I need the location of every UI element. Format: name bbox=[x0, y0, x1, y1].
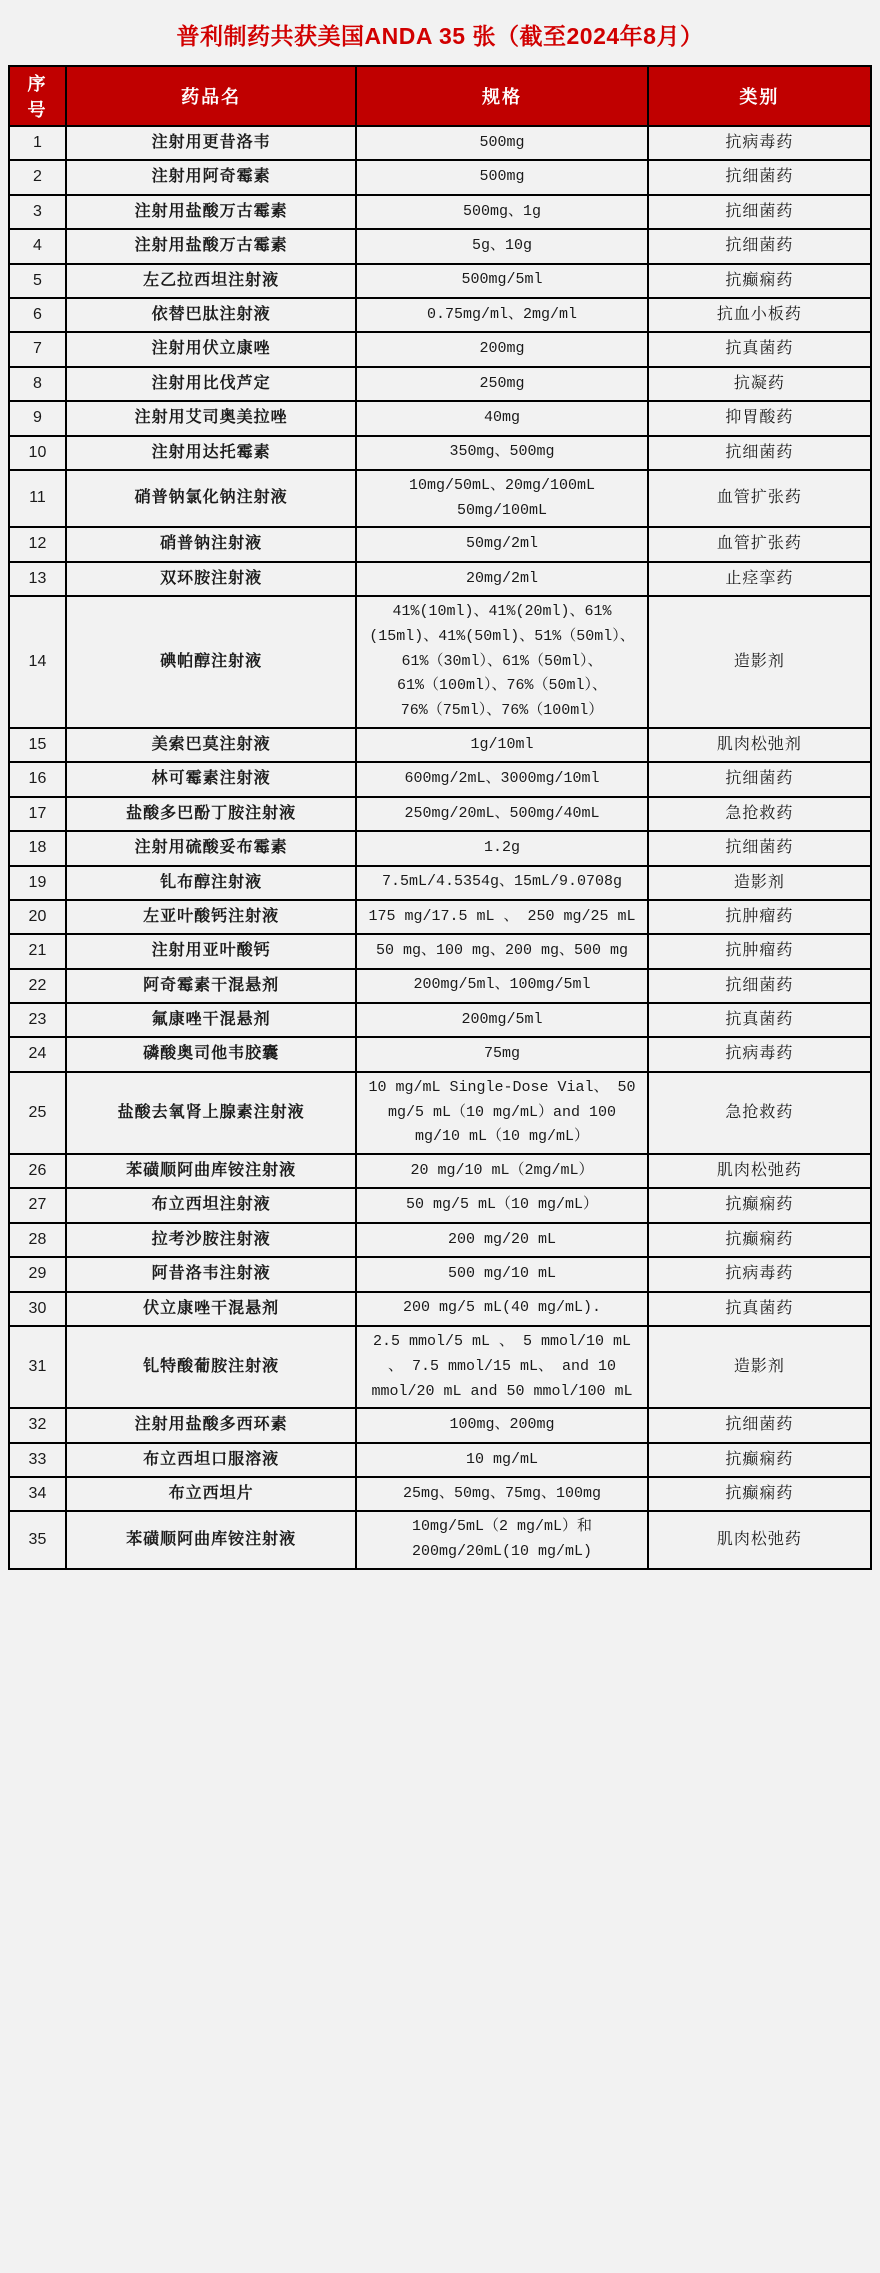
table-row bbox=[9, 900, 871, 934]
cell-drug-name: 氟康唑干混悬剂 bbox=[66, 1003, 356, 1037]
cell-row-number: 4 bbox=[9, 229, 66, 263]
cell-row-number: 14 bbox=[9, 596, 66, 728]
cell-row-number: 12 bbox=[9, 527, 66, 561]
cell-specification: 10mg/5mL（2 mg/mL）和 200mg/20mL(10 mg/mL) bbox=[356, 1511, 647, 1569]
table-row bbox=[9, 1257, 871, 1291]
cell-specification: 40mg bbox=[356, 401, 647, 435]
cell-row-number: 19 bbox=[9, 866, 66, 900]
cell-specification: 10mg/50mL、20mg/100mL 50mg/100mL bbox=[356, 470, 647, 528]
table-row bbox=[9, 229, 871, 263]
table-row bbox=[9, 160, 871, 194]
cell-specification: 350mg、500mg bbox=[356, 436, 647, 470]
cell-category: 抗细菌药 bbox=[648, 1408, 871, 1442]
cell-row-number: 5 bbox=[9, 264, 66, 298]
cell-specification: 5g、10g bbox=[356, 229, 647, 263]
table-row bbox=[9, 436, 871, 470]
table-row bbox=[9, 1223, 871, 1257]
table-row bbox=[9, 264, 871, 298]
table-row bbox=[9, 367, 871, 401]
cell-row-number: 8 bbox=[9, 367, 66, 401]
cell-category: 抗真菌药 bbox=[648, 1292, 871, 1326]
cell-row-number: 24 bbox=[9, 1037, 66, 1071]
cell-row-number: 10 bbox=[9, 436, 66, 470]
cell-specification: 500mg bbox=[356, 126, 647, 160]
cell-category: 抗真菌药 bbox=[648, 1003, 871, 1037]
cell-category: 抑胃酸药 bbox=[648, 401, 871, 435]
page-title: 普利制药共获美国ANDA 35 张（截至2024年8月） bbox=[176, 23, 704, 49]
cell-category: 抗癫痫药 bbox=[648, 1477, 871, 1511]
cell-specification: 20mg/2ml bbox=[356, 562, 647, 596]
cell-drug-name: 注射用盐酸万古霉素 bbox=[66, 195, 356, 229]
cell-drug-name: 依替巴肽注射液 bbox=[66, 298, 356, 332]
table-row bbox=[9, 934, 871, 968]
table-row bbox=[9, 1326, 871, 1408]
cell-row-number: 32 bbox=[9, 1408, 66, 1442]
cell-specification: 500mg、1g bbox=[356, 195, 647, 229]
cell-category: 抗凝药 bbox=[648, 367, 871, 401]
cell-category: 抗癫痫药 bbox=[648, 1443, 871, 1477]
cell-drug-name: 钆布醇注射液 bbox=[66, 866, 356, 900]
column-header-category: 类别 bbox=[648, 66, 871, 126]
cell-row-number: 2 bbox=[9, 160, 66, 194]
cell-specification: 250mg/20mL、500mg/40mL bbox=[356, 797, 647, 831]
cell-drug-name: 美索巴莫注射液 bbox=[66, 728, 356, 762]
cell-category: 抗细菌药 bbox=[648, 969, 871, 1003]
cell-drug-name: 布立西坦片 bbox=[66, 1477, 356, 1511]
cell-specification: 0.75mg/ml、2mg/ml bbox=[356, 298, 647, 332]
cell-row-number: 23 bbox=[9, 1003, 66, 1037]
cell-specification: 200mg bbox=[356, 332, 647, 366]
cell-category: 抗病毒药 bbox=[648, 1257, 871, 1291]
cell-drug-name: 注射用达托霉素 bbox=[66, 436, 356, 470]
cell-category: 止痉挛药 bbox=[648, 562, 871, 596]
column-header-spec: 规格 bbox=[356, 66, 647, 126]
cell-row-number: 3 bbox=[9, 195, 66, 229]
cell-row-number: 31 bbox=[9, 1326, 66, 1408]
cell-drug-name: 左亚叶酸钙注射液 bbox=[66, 900, 356, 934]
cell-specification: 10 mg/mL bbox=[356, 1443, 647, 1477]
cell-specification: 500mg/5ml bbox=[356, 264, 647, 298]
cell-specification: 50 mg/5 mL（10 mg/mL） bbox=[356, 1188, 647, 1222]
table-row bbox=[9, 969, 871, 1003]
cell-category: 抗细菌药 bbox=[648, 195, 871, 229]
cell-drug-name: 注射用比伐芦定 bbox=[66, 367, 356, 401]
cell-row-number: 1 bbox=[9, 126, 66, 160]
cell-row-number: 30 bbox=[9, 1292, 66, 1326]
cell-category: 抗肿瘤药 bbox=[648, 934, 871, 968]
cell-drug-name: 钆特酸葡胺注射液 bbox=[66, 1326, 356, 1408]
cell-specification: 500mg bbox=[356, 160, 647, 194]
cell-drug-name: 注射用更昔洛韦 bbox=[66, 126, 356, 160]
cell-row-number: 9 bbox=[9, 401, 66, 435]
cell-row-number: 34 bbox=[9, 1477, 66, 1511]
cell-category: 造影剂 bbox=[648, 1326, 871, 1408]
cell-category: 抗肿瘤药 bbox=[648, 900, 871, 934]
cell-drug-name: 拉考沙胺注射液 bbox=[66, 1223, 356, 1257]
cell-specification: 1g/10ml bbox=[356, 728, 647, 762]
table-row bbox=[9, 1072, 871, 1154]
cell-specification: 10 mg/mL Single-Dose Vial、 50 mg/5 mL（10 mg/mL）and 100 mg/10 mL（10 mg/mL） bbox=[356, 1072, 647, 1154]
cell-row-number: 11 bbox=[9, 470, 66, 528]
table-row bbox=[9, 596, 871, 728]
cell-drug-name: 注射用亚叶酸钙 bbox=[66, 934, 356, 968]
cell-category: 肌肉松弛剂 bbox=[648, 728, 871, 762]
cell-specification: 200 mg/20 mL bbox=[356, 1223, 647, 1257]
cell-specification: 600mg/2mL、3000mg/10ml bbox=[356, 762, 647, 796]
cell-category: 急抢救药 bbox=[648, 797, 871, 831]
cell-row-number: 25 bbox=[9, 1072, 66, 1154]
cell-drug-name: 注射用硫酸妥布霉素 bbox=[66, 831, 356, 865]
cell-specification: 500 mg/10 mL bbox=[356, 1257, 647, 1291]
cell-row-number: 18 bbox=[9, 831, 66, 865]
cell-drug-name: 注射用艾司奥美拉唑 bbox=[66, 401, 356, 435]
table-row bbox=[9, 1154, 871, 1188]
cell-specification: 200 mg/5 mL(40 mg/mL). bbox=[356, 1292, 647, 1326]
cell-drug-name: 注射用盐酸万古霉素 bbox=[66, 229, 356, 263]
cell-specification: 25mg、50mg、75mg、100mg bbox=[356, 1477, 647, 1511]
anda-table bbox=[8, 65, 872, 1570]
table-row bbox=[9, 831, 871, 865]
cell-specification: 7.5mL/4.5354g、15mL/9.0708g bbox=[356, 866, 647, 900]
cell-row-number: 22 bbox=[9, 969, 66, 1003]
cell-specification: 20 mg/10 mL（2mg/mL） bbox=[356, 1154, 647, 1188]
cell-category: 抗细菌药 bbox=[648, 436, 871, 470]
table-row bbox=[9, 866, 871, 900]
cell-category: 血管扩张药 bbox=[648, 527, 871, 561]
cell-category: 抗病毒药 bbox=[648, 126, 871, 160]
cell-specification: 75mg bbox=[356, 1037, 647, 1071]
cell-category: 血管扩张药 bbox=[648, 470, 871, 528]
cell-row-number: 7 bbox=[9, 332, 66, 366]
table-row bbox=[9, 562, 871, 596]
cell-drug-name: 阿昔洛韦注射液 bbox=[66, 1257, 356, 1291]
cell-category: 抗病毒药 bbox=[648, 1037, 871, 1071]
cell-drug-name: 注射用伏立康唑 bbox=[66, 332, 356, 366]
column-header-name: 药品名 bbox=[66, 66, 356, 126]
cell-drug-name: 布立西坦口服溶液 bbox=[66, 1443, 356, 1477]
cell-drug-name: 伏立康唑干混悬剂 bbox=[66, 1292, 356, 1326]
cell-drug-name: 磷酸奥司他韦胶囊 bbox=[66, 1037, 356, 1071]
cell-row-number: 28 bbox=[9, 1223, 66, 1257]
cell-category: 肌肉松弛药 bbox=[648, 1154, 871, 1188]
cell-drug-name: 阿奇霉素干混悬剂 bbox=[66, 969, 356, 1003]
cell-drug-name: 盐酸多巴酚丁胺注射液 bbox=[66, 797, 356, 831]
cell-row-number: 26 bbox=[9, 1154, 66, 1188]
cell-category: 抗细菌药 bbox=[648, 229, 871, 263]
cell-drug-name: 苯磺顺阿曲库铵注射液 bbox=[66, 1511, 356, 1569]
cell-drug-name: 双环胺注射液 bbox=[66, 562, 356, 596]
cell-row-number: 21 bbox=[9, 934, 66, 968]
table-body bbox=[9, 126, 871, 1569]
table-row bbox=[9, 1477, 871, 1511]
cell-drug-name: 注射用阿奇霉素 bbox=[66, 160, 356, 194]
cell-category: 造影剂 bbox=[648, 866, 871, 900]
cell-row-number: 29 bbox=[9, 1257, 66, 1291]
table-row bbox=[9, 1443, 871, 1477]
cell-drug-name: 注射用盐酸多西环素 bbox=[66, 1408, 356, 1442]
table-row bbox=[9, 1408, 871, 1442]
cell-category: 抗细菌药 bbox=[648, 762, 871, 796]
cell-specification: 200mg/5ml、100mg/5ml bbox=[356, 969, 647, 1003]
cell-category: 抗癫痫药 bbox=[648, 1188, 871, 1222]
cell-drug-name: 布立西坦注射液 bbox=[66, 1188, 356, 1222]
table-row bbox=[9, 195, 871, 229]
cell-specification: 50 mg、100 mg、200 mg、500 mg bbox=[356, 934, 647, 968]
cell-specification: 175 mg/17.5 mL 、 250 mg/25 mL bbox=[356, 900, 647, 934]
table-row bbox=[9, 527, 871, 561]
cell-category: 抗癫痫药 bbox=[648, 1223, 871, 1257]
table-row bbox=[9, 1003, 871, 1037]
cell-specification: 50mg/2ml bbox=[356, 527, 647, 561]
table-row bbox=[9, 797, 871, 831]
cell-row-number: 6 bbox=[9, 298, 66, 332]
table-row bbox=[9, 1511, 871, 1569]
cell-specification: 200mg/5ml bbox=[356, 1003, 647, 1037]
cell-row-number: 20 bbox=[9, 900, 66, 934]
cell-category: 肌肉松弛药 bbox=[648, 1511, 871, 1569]
table-row bbox=[9, 728, 871, 762]
table-row bbox=[9, 298, 871, 332]
cell-drug-name: 林可霉素注射液 bbox=[66, 762, 356, 796]
cell-row-number: 27 bbox=[9, 1188, 66, 1222]
cell-category: 抗细菌药 bbox=[648, 831, 871, 865]
cell-category: 抗癫痫药 bbox=[648, 264, 871, 298]
table-row bbox=[9, 1292, 871, 1326]
cell-category: 造影剂 bbox=[648, 596, 871, 728]
cell-row-number: 17 bbox=[9, 797, 66, 831]
cell-row-number: 33 bbox=[9, 1443, 66, 1477]
cell-drug-name: 左乙拉西坦注射液 bbox=[66, 264, 356, 298]
cell-drug-name: 硝普钠注射液 bbox=[66, 527, 356, 561]
table-row bbox=[9, 126, 871, 160]
cell-drug-name: 硝普钠氯化钠注射液 bbox=[66, 470, 356, 528]
column-header-no: 序号 bbox=[9, 66, 66, 126]
cell-drug-name: 碘帕醇注射液 bbox=[66, 596, 356, 728]
cell-row-number: 15 bbox=[9, 728, 66, 762]
cell-category: 急抢救药 bbox=[648, 1072, 871, 1154]
cell-category: 抗血小板药 bbox=[648, 298, 871, 332]
cell-specification: 100mg、200mg bbox=[356, 1408, 647, 1442]
table-row bbox=[9, 332, 871, 366]
table-row bbox=[9, 1188, 871, 1222]
cell-drug-name: 苯磺顺阿曲库铵注射液 bbox=[66, 1154, 356, 1188]
table-row bbox=[9, 1037, 871, 1071]
cell-category: 抗真菌药 bbox=[648, 332, 871, 366]
table-row bbox=[9, 470, 871, 528]
cell-drug-name: 盐酸去氧肾上腺素注射液 bbox=[66, 1072, 356, 1154]
table-row bbox=[9, 401, 871, 435]
table-row bbox=[9, 762, 871, 796]
cell-row-number: 16 bbox=[9, 762, 66, 796]
cell-row-number: 13 bbox=[9, 562, 66, 596]
cell-specification: 1.2g bbox=[356, 831, 647, 865]
cell-specification: 2.5 mmol/5 mL 、 5 mmol/10 mL 、 7.5 mmol/15 mL、 and 10 mmol/20 mL and 50 mmol/100 mL bbox=[356, 1326, 647, 1408]
cell-specification: 250mg bbox=[356, 367, 647, 401]
cell-category: 抗细菌药 bbox=[648, 160, 871, 194]
table-header bbox=[9, 66, 871, 126]
cell-row-number: 35 bbox=[9, 1511, 66, 1569]
cell-specification: 41%(10ml)、41%(20ml)、61%(15ml)、41%(50ml)、51%（50ml）、61%（30ml）、61%（50ml）、61%（100ml）、76%（50ml）、76%（75ml）、76%（100ml） bbox=[356, 596, 647, 728]
